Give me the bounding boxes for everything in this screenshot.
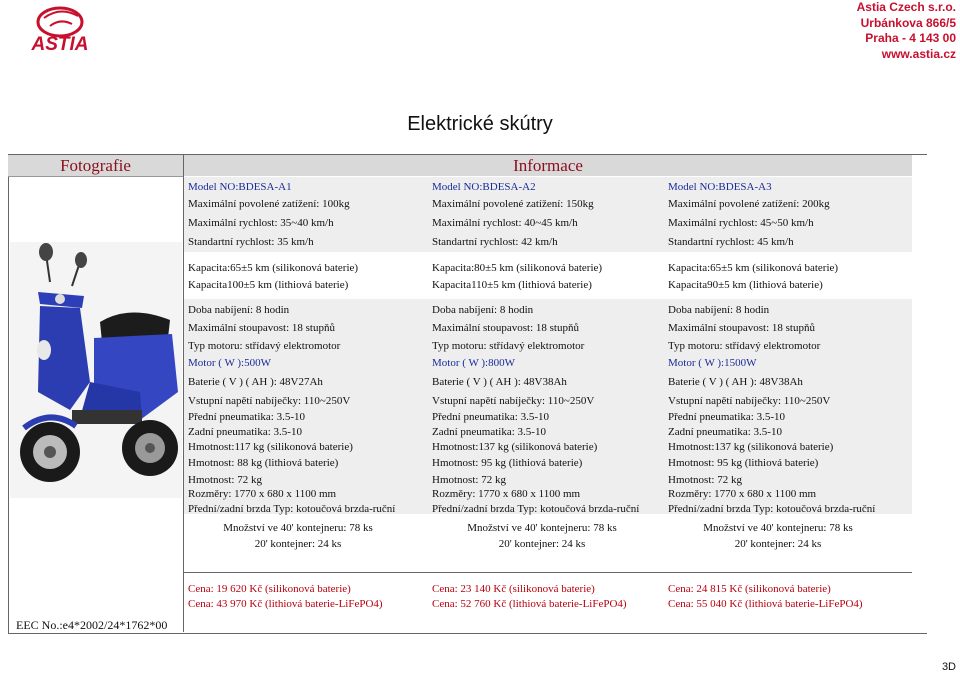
spec-max-speed: Maximální rychlost: 45~50 km/h [668, 217, 814, 229]
spec-cap-si: Kapacita:80±5 km (silikonová baterie) [432, 262, 603, 274]
spec-weight: Hmotnost: 72 kg [188, 474, 262, 486]
company-name: Astia Czech s.r.o. [856, 0, 956, 14]
spec-cap-si: Kapacita:65±5 km (silikonová baterie) [188, 262, 359, 274]
spec-weight-si: Hmotnost:137 kg (silikonová baterie) [432, 441, 598, 453]
spec-battery: Baterie ( V ) ( AH ): 48V38Ah [432, 376, 567, 388]
spec-cap-si: Kapacita:65±5 km (silikonová baterie) [668, 262, 839, 274]
spec-qty20: 20' kontejner: 24 ks [734, 538, 822, 550]
spec-std-speed: Standartní rychlost: 45 km/h [668, 236, 794, 248]
spec-brakes: Přední/zadní brzda Typ: kotoučová brzda-ruční [668, 503, 876, 515]
spec-price-li: Cena: 55 040 Kč (lithiová baterie-LiFePO4) [668, 598, 863, 610]
spec-qty20: 20' kontejner: 24 ks [498, 538, 586, 550]
spec-climb: Maximální stoupavost: 18 stupňů [668, 322, 815, 334]
spec-weight-li: Hmotnost: 88 kg (lithiová baterie) [188, 457, 339, 469]
spec-charger: Vstupní napětí nabíječky: 110~250V [188, 395, 351, 407]
spec-max-load: Maximální povolené zatížení: 150kg [432, 198, 594, 210]
spec-motor-w: Motor ( W ):1500W [668, 357, 757, 369]
spec-rear-tire: Zadní pneumatika: 3.5-10 [668, 426, 782, 438]
page-marker: 3D [941, 661, 956, 673]
page-title: Elektrické skútry [407, 113, 553, 135]
spec-charge: Doba nabíjení: 8 hodin [668, 304, 770, 316]
info-header: Informace [184, 155, 912, 176]
spec-brakes: Přední/zadní brzda Typ: kotoučová brzda-ruční [432, 503, 640, 515]
spec-qty40: Množství ve 40' kontejneru: 78 ks [223, 522, 373, 534]
company-street: Urbánkova 866/5 [860, 15, 956, 30]
spec-climb: Maximální stoupavost: 18 stupňů [188, 322, 335, 334]
eec-number: EEC No.:e4*2002/24*1762*00 [16, 618, 168, 632]
spec-brakes: Přední/zadní brzda Typ: kotoučová brzda-ruční [188, 503, 396, 515]
spec-qty40: Množství ve 40' kontejneru: 78 ks [703, 522, 853, 534]
spec-front-tire: Přední pneumatika: 3.5-10 [668, 411, 786, 423]
company-address [857, 0, 956, 62]
spec-battery: Baterie ( V ) ( AH ): 48V38Ah [668, 376, 803, 388]
spec-weight-li: Hmotnost: 95 kg (lithiová baterie) [668, 457, 819, 469]
spec-rear-tire: Zadní pneumatika: 3.5-10 [432, 426, 546, 438]
spec-max-load: Maximální povolené zatížení: 100kg [188, 198, 350, 210]
spec-weight-si: Hmotnost:137 kg (silikonová baterie) [668, 441, 834, 453]
spec-motor-type: Typ motoru: střídavý elektromotor [188, 340, 341, 352]
spec-front-tire: Přední pneumatika: 3.5-10 [432, 411, 550, 423]
spec-weight-si: Hmotnost:117 kg (silikonová baterie) [188, 441, 353, 453]
spec-model: Model NO:BDESA-A1 [188, 181, 292, 193]
spec-std-speed: Standartní rychlost: 42 km/h [432, 236, 558, 248]
spec-rear-tire: Zadní pneumatika: 3.5-10 [188, 426, 302, 438]
company-city: Praha - 4 143 00 [865, 31, 956, 45]
spec-dims: Rozměry: 1770 x 680 x 1100 mm [668, 488, 817, 500]
spec-weight-li: Hmotnost: 95 kg (lithiová baterie) [432, 457, 583, 469]
spec-cap-li: Kapacita110±5 km (lithiová baterie) [432, 279, 592, 291]
scooter-photo [10, 242, 182, 498]
spec-price-si: Cena: 23 140 Kč (silikonová baterie) [432, 583, 595, 595]
spec-max-speed: Maximální rychlost: 35~40 km/h [188, 217, 334, 229]
spec-qty40: Množství ve 40' kontejneru: 78 ks [467, 522, 617, 534]
foto-header: Fotografie [8, 155, 183, 177]
spec-model: Model NO:BDESA-A3 [668, 181, 772, 193]
spec-price-si: Cena: 24 815 Kč (silikonová baterie) [668, 583, 831, 595]
astia-logo [14, 4, 106, 54]
spec-charge: Doba nabíjení: 8 hodin [188, 304, 290, 316]
spec-dims: Rozměry: 1770 x 680 x 1100 mm [432, 488, 581, 500]
spec-max-load: Maximální povolené zatížení: 200kg [668, 198, 830, 210]
spec-motor-type: Typ motoru: střídavý elektromotor [432, 340, 585, 352]
spec-weight: Hmotnost: 72 kg [432, 474, 506, 486]
spec-cap-li: Kapacita100±5 km (lithiová baterie) [188, 279, 349, 291]
spec-motor-w: Motor ( W ):500W [188, 357, 271, 369]
spec-qty20: 20' kontejner: 24 ks [254, 538, 342, 550]
spec-price-li: Cena: 43 970 Kč (lithiová baterie-LiFePO4) [188, 598, 383, 610]
spec-weight: Hmotnost: 72 kg [668, 474, 742, 486]
company-web[interactable]: www.astia.cz [881, 46, 956, 61]
spec-charger: Vstupní napětí nabíječky: 110~250V [432, 395, 595, 407]
spec-charge: Doba nabíjení: 8 hodin [432, 304, 534, 316]
spec-max-speed: Maximální rychlost: 40~45 km/h [432, 217, 578, 229]
logo-text: ASTIA [31, 34, 89, 54]
spec-motor-type: Typ motoru: střídavý elektromotor [668, 340, 821, 352]
price-divider [184, 572, 912, 573]
spec-price-si: Cena: 19 620 Kč (silikonová baterie) [188, 583, 351, 595]
spec-model: Model NO:BDESA-A2 [432, 181, 536, 193]
spec-battery: Baterie ( V ) ( AH ): 48V27Ah [188, 376, 323, 388]
spec-motor-w: Motor ( W ):800W [432, 357, 515, 369]
spec-price-li: Cena: 52 760 Kč (lithiová baterie-LiFePO4) [432, 598, 627, 610]
spec-dims: Rozměry: 1770 x 680 x 1100 mm [188, 488, 337, 500]
spec-std-speed: Standartní rychlost: 35 km/h [188, 236, 314, 248]
spec-front-tire: Přední pneumatika: 3.5-10 [188, 411, 306, 423]
spec-cap-li: Kapacita90±5 km (lithiová baterie) [668, 279, 823, 291]
spec-climb: Maximální stoupavost: 18 stupňů [432, 322, 579, 334]
spec-charger: Vstupní napětí nabíječky: 110~250V [668, 395, 831, 407]
